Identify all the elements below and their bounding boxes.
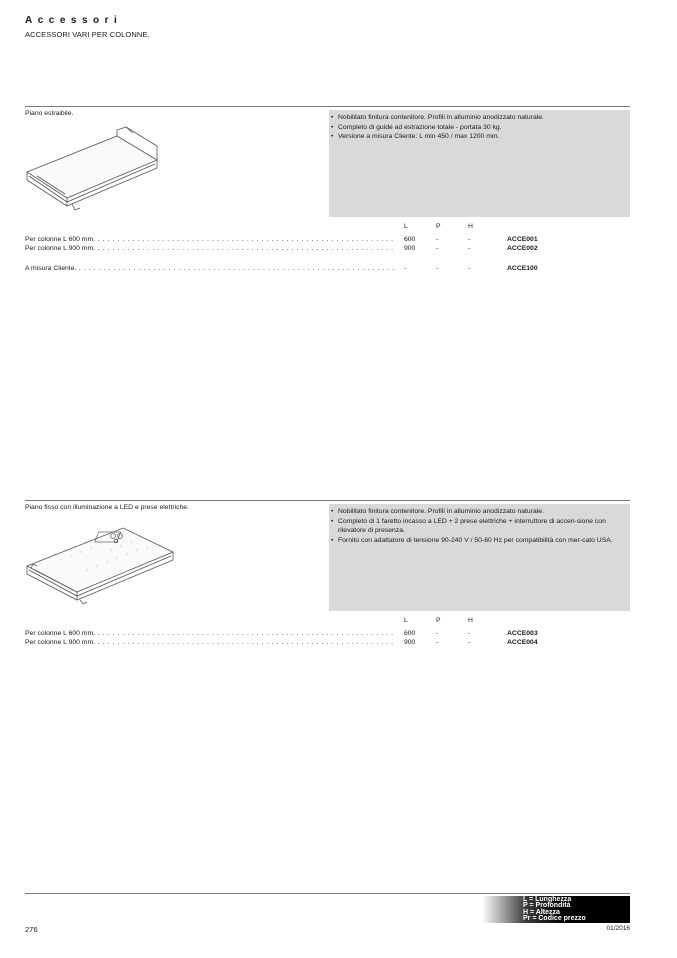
row-description: A misura Cliente. . . . (25, 264, 395, 274)
row-length: - (404, 265, 407, 272)
spec-item: • Nobilitato finitura contenitore. Profili in alluminio anodizzato naturale. (329, 507, 625, 517)
legend-item: P = Profondità (523, 902, 571, 910)
row-code: ACCE100 (507, 265, 538, 272)
column-header-H: H (468, 223, 473, 230)
row-code: ACCE002 (507, 245, 538, 252)
spec-item: • Completo di 1 faretto incasso a LED + 2 prese elettriche + interruttore di accen-sione con rilevatore di presenza. (329, 517, 625, 536)
legend-list (523, 897, 586, 923)
row-description: Per colonne L 600 mm. . . . (25, 629, 395, 639)
row-length: 900 (404, 639, 416, 646)
column-header-L: L (404, 223, 408, 230)
legend-item: H = Altezza (523, 908, 560, 916)
row-depth: - (436, 265, 439, 272)
row-height: - (468, 265, 471, 272)
row-height: - (468, 236, 471, 243)
section-divider (25, 106, 630, 107)
spec-box (329, 504, 630, 611)
row-code: ACCE003 (507, 630, 538, 637)
row-height: - (468, 245, 471, 252)
legend-item: Pr = Codice prezzo (523, 915, 586, 923)
column-header-L: L (404, 617, 408, 624)
row-length: 600 (404, 236, 416, 243)
column-header-P: P (436, 223, 441, 230)
section-label: Piano estraibile. (25, 110, 74, 117)
section-divider (25, 500, 630, 501)
row-length: 600 (404, 630, 416, 637)
spec-item: • Versione a misura Cliente: L min 450 / max 1200 mm. (329, 132, 630, 142)
column-header-H: H (468, 617, 473, 624)
spec-list (329, 507, 625, 545)
footer-divider (25, 893, 630, 894)
page-number: 276 (25, 925, 38, 934)
led-shelf-illustration (25, 520, 175, 605)
row-code: ACCE004 (507, 639, 538, 646)
spec-box (329, 110, 630, 217)
edition-date: 01/2016 (606, 925, 630, 932)
row-depth: - (436, 245, 439, 252)
row-length: 900 (404, 245, 416, 252)
spec-list (329, 113, 630, 142)
row-description: Per colonne L 600 mm. . . . (25, 235, 395, 245)
page-title: Accessori (25, 15, 123, 26)
legend-box (482, 896, 630, 923)
spec-item: • Completo di guide ad estrazione totale - portata 30 kg. (329, 123, 630, 133)
page-subtitle: ACCESSORI VARI PER COLONNE. (25, 30, 150, 39)
row-description: Per colonne L 900 mm. . . . (25, 638, 395, 648)
table-row (25, 244, 630, 254)
row-description: Per colonne L 900 mm. . . . (25, 244, 395, 254)
row-depth: - (436, 236, 439, 243)
row-code: ACCE001 (507, 236, 538, 243)
table-row (25, 638, 630, 648)
row-height: - (468, 630, 471, 637)
spec-item: • Fornito con adattatore di tensione 90-240 V / 50-60 Hz per compatibilità con mer-cato USA. (329, 536, 625, 546)
spec-item: • Nobilitato finitura contenitore. Profili in alluminio anodizzato naturale. (329, 113, 630, 123)
drawer-shelf-illustration (25, 124, 170, 214)
legend-item: L = Lunghezza (523, 896, 572, 903)
table-row (25, 264, 630, 274)
row-depth: - (436, 639, 439, 646)
section-label: Piano fisso con illuminazione a LED e prese elettriche. (25, 504, 189, 511)
column-header-P: P (436, 617, 441, 624)
row-depth: - (436, 630, 439, 637)
row-height: - (468, 639, 471, 646)
